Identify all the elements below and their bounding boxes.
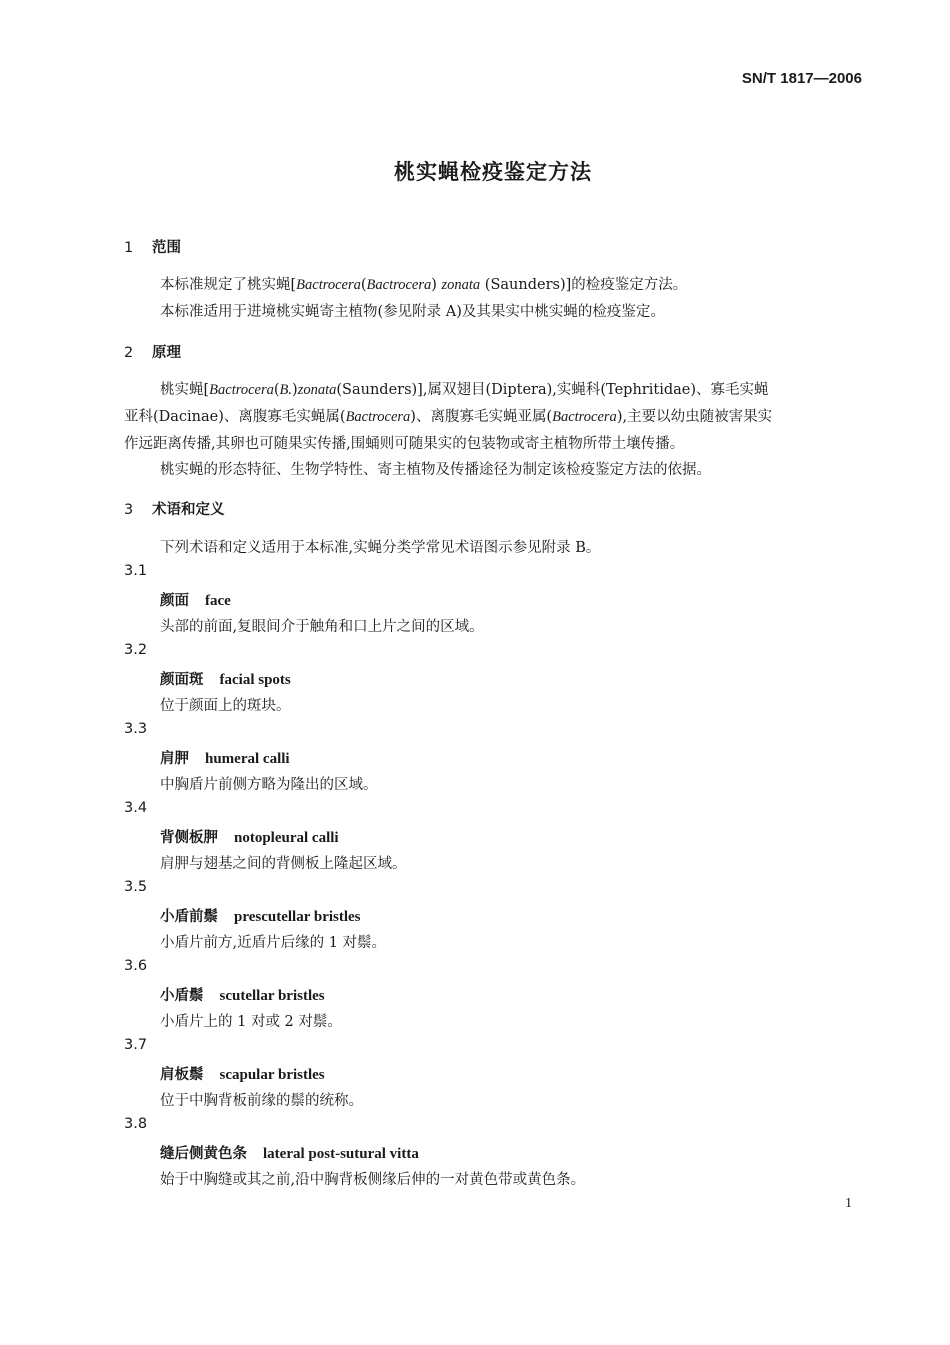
term-zh: 颜面斑	[160, 672, 204, 688]
term-en: humeral calli	[205, 751, 290, 767]
text: ),主要以幼虫随被害果实	[616, 409, 773, 425]
term-en: notopleural calli	[234, 830, 339, 846]
section-number: 3	[124, 502, 134, 518]
document-title: 桃实蝇检疫鉴定方法	[394, 160, 592, 184]
text: )	[431, 277, 442, 293]
term-definition: 位于中胸背板前缘的鬃的统称。	[160, 1093, 363, 1109]
term-en: prescutellar bristles	[234, 909, 361, 925]
section-2-line-1	[160, 378, 769, 399]
page-number: 1	[845, 1196, 852, 1211]
text: (Saunders)]的检疫鉴定方法。	[480, 277, 688, 293]
term-zh: 背侧板胛	[160, 830, 218, 846]
term-en: scapular bristles	[219, 1067, 325, 1083]
term-zh: 颜面	[160, 593, 189, 609]
section-title: 原理	[152, 345, 181, 361]
term-en: scutellar bristles	[219, 988, 325, 1004]
standard-code: SN/T 1817—2006	[741, 70, 862, 87]
term-number: 3.2	[124, 642, 148, 658]
section-3-intro: 下列术语和定义适用于本标准,实蝇分类学常见术语图示参见附录 B。	[160, 540, 601, 556]
term-definition: 位于颜面上的斑块。	[160, 698, 291, 714]
subgenus-name: Bactrocera	[552, 409, 617, 425]
term-heading	[160, 984, 325, 1005]
section-title: 术语和定义	[152, 502, 225, 518]
species-name: zonata	[441, 277, 481, 293]
text: 桃实蝇[	[160, 382, 210, 398]
term-zh: 肩胛	[160, 751, 189, 767]
genus-name: Bactrocera	[209, 382, 274, 398]
section-2-line-2	[124, 405, 772, 426]
term-zh: 小盾前鬃	[160, 909, 218, 925]
text: )	[292, 382, 298, 398]
term-heading	[160, 1063, 325, 1084]
subgenus-name: Bactrocera	[366, 277, 432, 293]
term-heading	[160, 589, 231, 610]
species-name: zonata	[297, 382, 337, 398]
subgenus-abbrev: B.	[279, 382, 293, 398]
term-heading	[160, 747, 290, 768]
section-number: 1	[124, 240, 134, 256]
term-en: lateral post-sutural vitta	[263, 1146, 419, 1162]
text: (	[273, 382, 280, 398]
section-2-paragraph-2: 桃实蝇的形态特征、生物学特性、寄主植物及传播途径为制定该检疫鉴定方法的依据。	[160, 462, 711, 478]
term-zh: 肩板鬃	[160, 1067, 204, 1083]
text: 亚科(Dacinae)、离腹寡毛实蝇属(	[124, 409, 346, 425]
term-definition: 小盾片上的 1 对或 2 对鬃。	[160, 1014, 342, 1030]
section-number: 2	[124, 345, 134, 361]
term-heading	[160, 826, 339, 847]
term-definition: 小盾片前方,近盾片后缘的 1 对鬃。	[160, 935, 387, 951]
term-number: 3.1	[124, 563, 148, 579]
term-heading	[160, 1142, 419, 1163]
text: (Saunders)],属双翅目(Diptera),实蝇科(Tephritidae)、寡毛实蝇	[336, 382, 769, 398]
term-number: 3.5	[124, 879, 148, 895]
text: )、离腹寡毛实蝇亚属(	[410, 409, 553, 425]
text: 本标准规定了桃实蝇[	[160, 277, 297, 293]
section-2-heading	[124, 341, 181, 362]
section-title: 范围	[152, 240, 181, 256]
term-number: 3.7	[124, 1037, 148, 1053]
term-definition: 中胸盾片前侧方略为隆出的区域。	[160, 777, 378, 793]
term-en: facial spots	[219, 672, 291, 688]
term-number: 3.8	[124, 1116, 148, 1132]
genus-name: Bactrocera	[345, 409, 411, 425]
term-zh: 小盾鬃	[160, 988, 204, 1004]
term-number: 3.4	[124, 800, 148, 816]
section-2-line-3: 作远距离传播,其卵也可随果实传播,围蛹则可随果实的包装物或寄主植物所带土壤传播。	[124, 436, 685, 452]
section-3-heading	[124, 498, 225, 519]
section-1-paragraph-2: 本标准适用于进境桃实蝇寄主植物(参见附录 A)及其果实中桃实蝇的检疫鉴定。	[160, 304, 665, 320]
term-en: face	[205, 593, 231, 609]
section-1-paragraph-1	[160, 273, 687, 294]
term-definition: 头部的前面,复眼间介于触角和口上片之间的区域。	[160, 619, 484, 635]
term-definition: 肩胛与翅基之间的背侧板上隆起区域。	[160, 856, 407, 872]
section-1-heading	[124, 236, 181, 257]
term-number: 3.6	[124, 958, 148, 974]
genus-name: Bactrocera	[296, 277, 361, 293]
text: (	[360, 277, 367, 293]
term-zh: 缝后侧黄色条	[160, 1146, 247, 1162]
term-definition: 始于中胸缝或其之前,沿中胸背板侧缘后伸的一对黄色带或黄色条。	[160, 1172, 586, 1188]
term-heading	[160, 668, 291, 689]
term-number: 3.3	[124, 721, 148, 737]
term-heading	[160, 905, 361, 926]
